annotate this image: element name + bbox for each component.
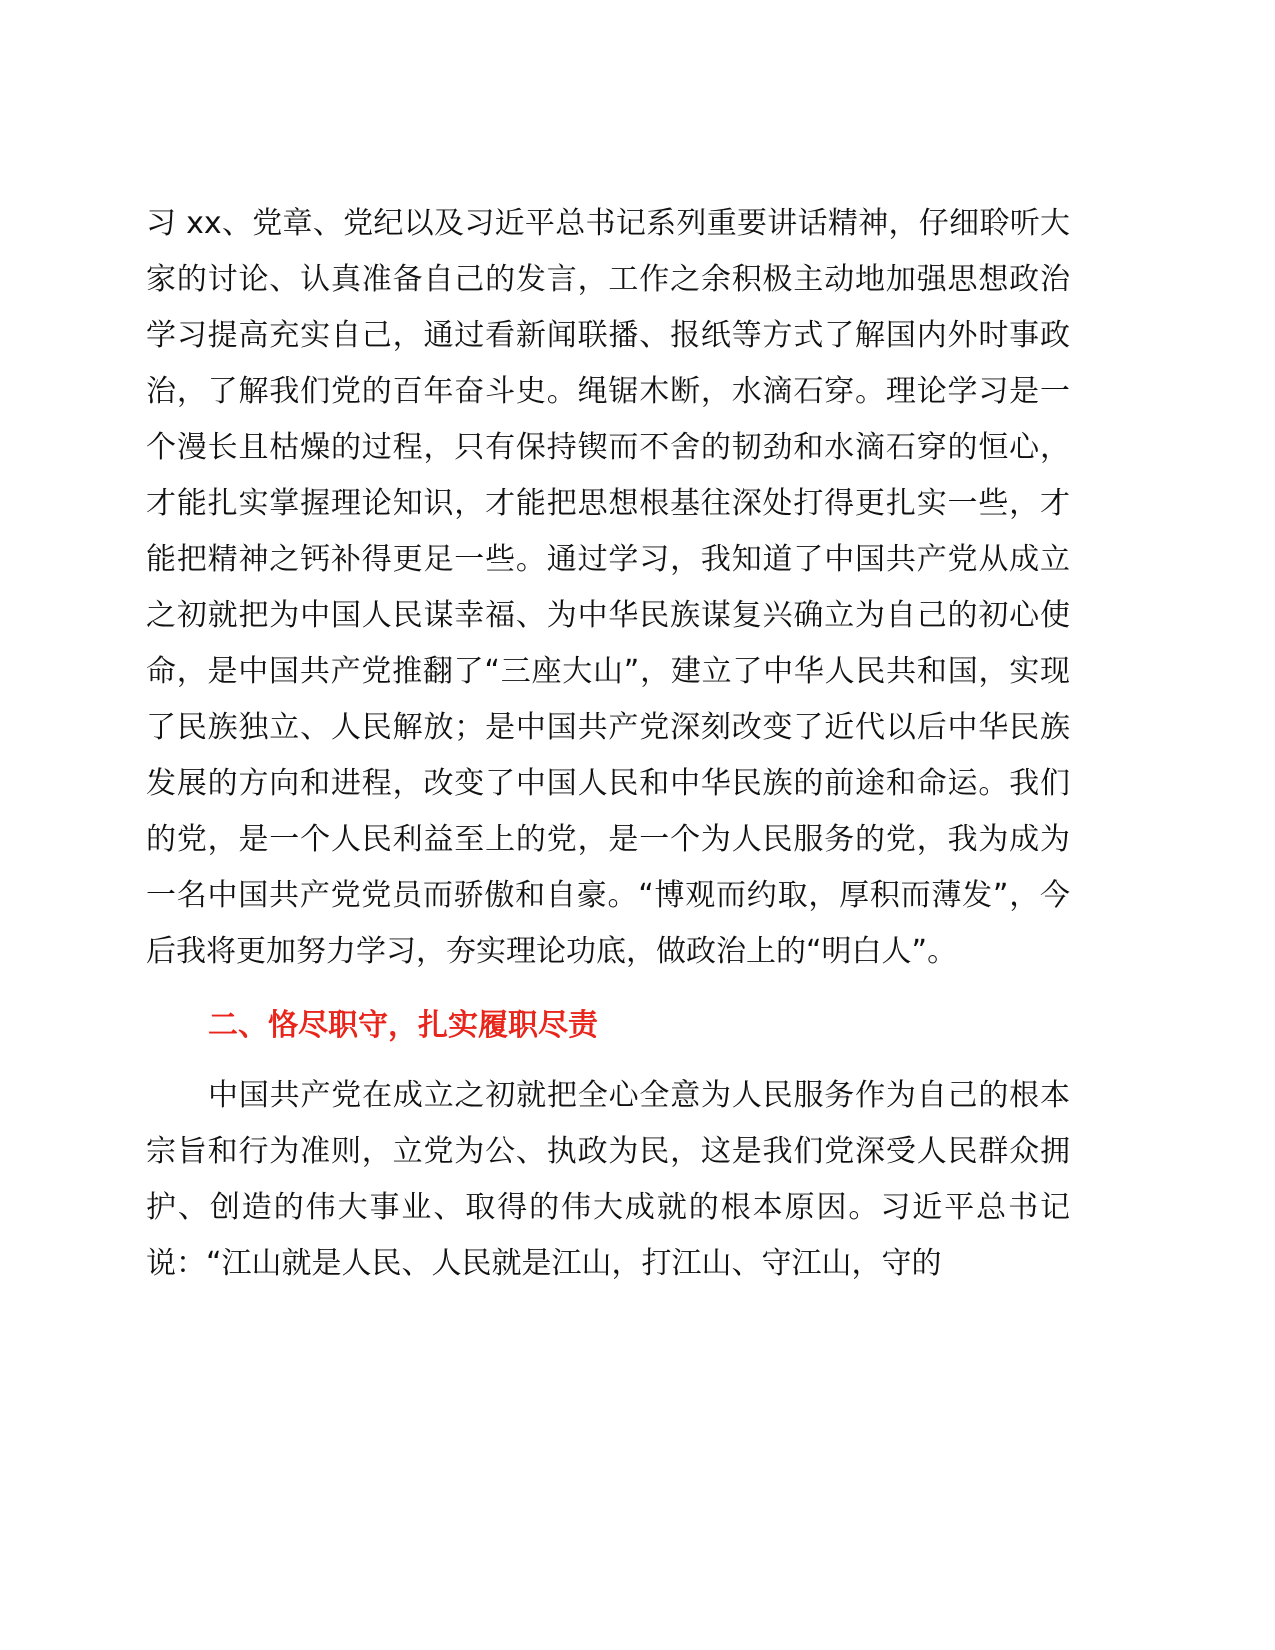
document-body [146,196,1070,1292]
body-paragraph: 习 xx、党章、党纪以及习近平总书记系列重要讲话精神，仔细聆听大家的讨论、认真准备自己的发言，工作之余积极主动地加强思想政治学习提高充实自己，通过看新闻联播、报纸等方式了解国内外时事政治，了解我们党的百年奋斗史。绳锯木断，水滴石穿。理论学习是一个漫长且枯燥的过程，只有保持锲而不舍的韧劲和水滴石穿的恒心，才能扎实掌握理论知识，才能把思想根基往深处打得更扎实一些，才能把精神之钙补得更足一些。通过学习，我知道了中国共产党从成立之初就把为中国人民谋幸福、为中华民族谋复兴确立为自己的初心使命，是中国共产党推翻了“三座大山”，建立了中华人民共和国，实现了民族独立、人民解放；是中国共产党深刻改变了近代以后中华民族发展的方向和进程，改变了中国人民和中华民族的前途和命运。我们的党，是一个人民利益至上的党，是一个为人民服务的党，我为成为一名中国共产党党员而骄傲和自豪。“博观而约取，厚积而薄发”，今后我将更加努力学习，夯实理论功底，做政治上的“明白人”。 [146,206,1070,969]
section-heading: 二、恪尽职守，扎实履职尽责 [208,1008,598,1043]
body-paragraph: 中国共产党在成立之初就把全心全意为人民服务作为自己的根本宗旨和行为准则，立党为公、执政为民，这是我们党深受人民群众拥护、创造的伟大事业、取得的伟大成就的根本原因。习近平总书记说：“江山就是人民、人民就是江山，打江山、守江山，守的 [146,1078,1070,1281]
